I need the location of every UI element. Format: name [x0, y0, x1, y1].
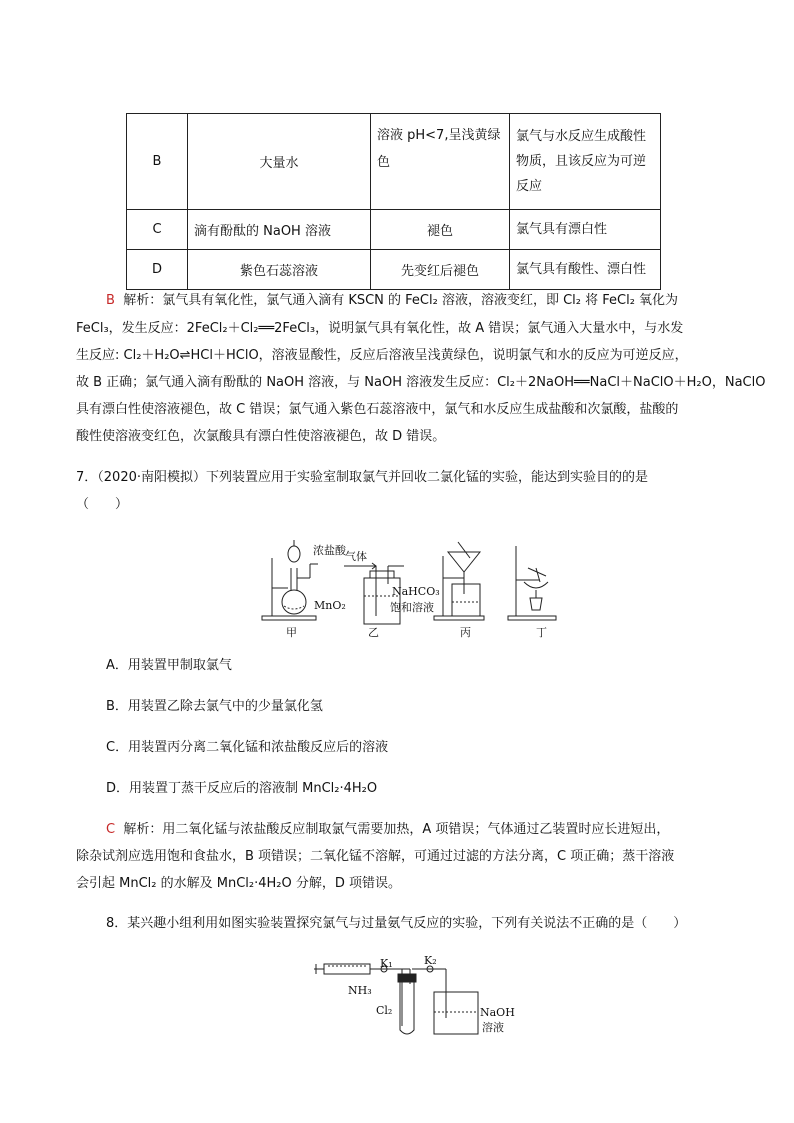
q7-solution-line-2: 除杂试剂应选用饱和食盐水，B 项错误；二氧化锰不溶解，可通过过滤的方法分离，C 项正确；蒸干溶液 [76, 849, 675, 864]
experiment-table [126, 113, 661, 290]
dropping-funnel-icon [288, 546, 300, 562]
phenomenon-cell: 先变红后褪色 [371, 250, 510, 290]
label-mno2: MnO₂ [314, 599, 346, 612]
beaker-icon [452, 584, 480, 616]
q7-blank: （ ） [76, 497, 129, 512]
q7-solution-line-3: 会引起 MnCl₂ 的水解及 MnCl₂·4H₂O 分解，D 项错误。 [76, 876, 402, 891]
table-row [127, 114, 661, 210]
conclusion-cell: 氯气具有漂白性 [510, 210, 661, 250]
conclusion-cell: 氯气与水反应生成酸性物质，且该反应为可逆反应 [510, 114, 661, 210]
glass-rod-icon [458, 542, 470, 558]
q7-option-d: D．用装置丁蒸干反应后的溶液制 MnCl₂·4H₂O [106, 781, 378, 796]
alcohol-lamp-icon [530, 598, 542, 610]
answer-letter: C [106, 822, 116, 837]
label-bing: 丙 [460, 626, 471, 639]
q7-stem: 7．（2020·南阳模拟）下列装置应用于实验室制取氯气并回收二氯化锰的实验，能达到实验目的的是 [76, 470, 648, 485]
label-cl2: Cl₂ [376, 1004, 393, 1017]
table-row [127, 250, 661, 290]
q6-solution-line-1: B 解析：氯气具有氧化性，氯气通入滴有 KSCN 的 FeCl₂ 溶液，溶液变红，即 Cl₂ 将 FeCl₂ 氧化为 [106, 293, 679, 308]
table-row [127, 210, 661, 250]
label-nh3: NH₃ [348, 984, 372, 997]
stand-base-icon [262, 616, 316, 620]
q7-option-c: C．用装置丙分离二氧化锰和浓盐酸反应后的溶液 [106, 740, 389, 755]
label-naoh: NaOH [480, 1006, 515, 1019]
q6-solution-line-3: 生反应: Cl₂＋H₂O⇌HCl＋HClO，溶液显酸性，反应后溶液呈浅黄绿色，说明氯气和水的反应为可逆反应， [76, 348, 688, 363]
q7-solution-line-1: C 解析：用二氧化锰与浓盐酸反应制取氯气需要加热，A 项错误；气体通过乙装置时应长进短出， [106, 822, 670, 837]
substance-cell: 紫色石蕊溶液 [188, 250, 371, 290]
q6-solution-line-4: 故 B 正确；氯气通入滴有酚酞的 NaOH 溶液，与 NaOH 溶液发生反应：Cl₂＋2NaOH══NaCl＋NaClO＋H₂O，NaClO [76, 375, 766, 390]
label-k2: K₂ [424, 954, 437, 967]
syringe-icon [324, 964, 370, 974]
label-gas: 气体 [345, 550, 367, 563]
q7-option-b: B．用装置乙除去氯气中的少量氯化氢 [106, 699, 323, 714]
substance-cell: 滴有酚酞的 NaOH 溶液 [188, 210, 371, 250]
evaporating-dish-icon [524, 582, 548, 588]
q6-solution-line-2: FeCl₃，发生反应：2FeCl₂＋Cl₂══2FeCl₃，说明氯气具有氧化性，故 A 错误；氯气通入大量水中，与水发 [76, 321, 684, 336]
row-label: B [127, 114, 188, 210]
label-yi: 乙 [368, 626, 379, 639]
round-flask-icon [282, 590, 306, 614]
conclusion-cell: 氯气具有酸性、漂白性 [510, 250, 661, 290]
phenomenon-cell: 溶液 pH<7,呈浅黄绿色 [371, 114, 510, 210]
label-naoh-solution: 溶液 [482, 1021, 504, 1034]
row-label: D [127, 250, 188, 290]
label-k1: K₁ [380, 957, 393, 970]
filter-funnel-icon [448, 552, 480, 572]
phenomenon-cell: 褪色 [371, 210, 510, 250]
q7-option-a: A．用装置甲制取氯气 [106, 658, 232, 673]
label-saturated-solution: 饱和溶液 [390, 601, 434, 614]
substance-cell: 大量水 [188, 114, 371, 210]
beaker-icon [434, 992, 478, 1034]
q6-solution-line-6: 酸性使溶液变红色，次氯酸具有漂白性使溶液褪色，故 D 错误。 [76, 429, 446, 444]
row-label: C [127, 210, 188, 250]
label-conc-hcl: 浓盐酸 [313, 544, 346, 557]
answer-letter: B [106, 293, 115, 308]
label-nahco3: NaHCO₃ [392, 585, 440, 598]
label-jia: 甲 [286, 626, 297, 639]
label-ding: 丁 [536, 626, 547, 639]
q6-solution-line-5: 具有漂白性使溶液褪色，故 C 错误；氯气通入紫色石蕊溶液中，氯气和水反应生成盐酸和次氯酸，盐酸的 [76, 402, 679, 417]
q8-stem: 8．某兴趣小组利用如图实验装置探究氯气与过量氨气反应的实验，下列有关说法不正确的是（ ） [106, 916, 687, 931]
